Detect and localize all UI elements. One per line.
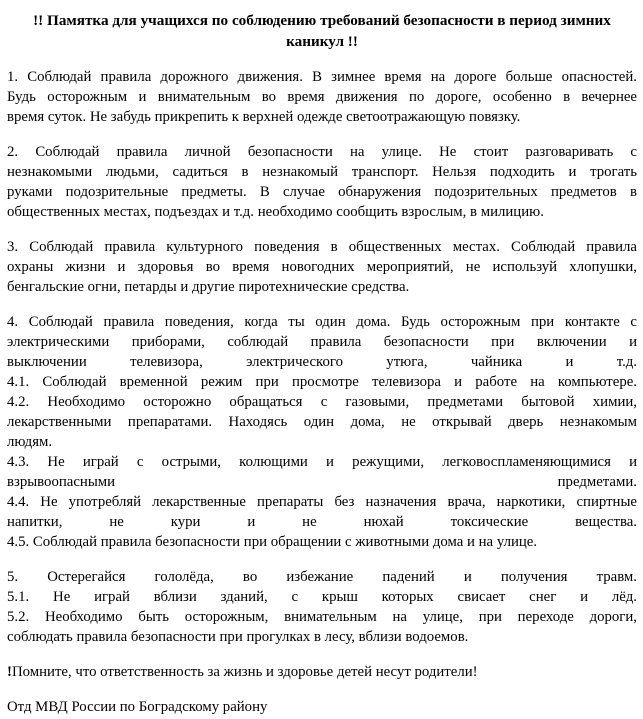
rule-1-paragraph xyxy=(7,67,637,127)
text-line: 5. Остерегайся гололёда, во избежание падений и получения травм. xyxy=(7,569,637,585)
text-line: 2. Соблюдай правила личной безопасности на улице. Не стоит разговаривать с xyxy=(7,144,637,160)
reminder-exclamation: ! xyxy=(7,664,12,680)
parents-reminder xyxy=(7,662,637,682)
text-line: лекарственными препаратами. Находясь один дома, не открывай дверь незнакомым xyxy=(7,414,637,430)
text-line: выключении телевизора, электрического утюга, чайника и т.д. xyxy=(7,354,637,370)
rule-3-paragraph xyxy=(7,237,637,297)
text-line: охраны жизни и здоровья во время новогодних мероприятий, не используй хлопушки, xyxy=(7,259,637,275)
text-line: 3. Соблюдай правила культурного поведения в общественных местах. Соблюдай правила xyxy=(7,239,637,255)
text-line: 4.1. Соблюдай временной режим при просмотре телевизора и работе на компьютере. xyxy=(7,374,637,390)
text-line: общественных местах, подъездах и т.д. необходимо сообщить взрослым, в милицию. xyxy=(7,204,544,220)
text-line: !! Памятка для учащихся по соблюдению требований безопасности в период зимних xyxy=(33,12,611,29)
text-line: незнакомыми людьми, садиться в незнакомый транспорт. Нельзя подходить и трогать xyxy=(7,164,637,180)
text-line: руками подозрительные предметы. В случае обнаружения подозрительных предметов в xyxy=(7,184,637,200)
rule-2-paragraph xyxy=(7,142,637,222)
rule-5-paragraph xyxy=(7,567,637,647)
reminder-text: Помните, что ответственность за жизнь и здоровье детей несут родители! xyxy=(11,664,478,680)
text-line: электрическими приборами, соблюдай правила безопасности при включении и xyxy=(7,334,637,350)
text-line: 4.2. Необходимо осторожно обращаться с газовыми, предметами бытовой химии, xyxy=(7,394,637,410)
text-line: взрывоопасными предметами. xyxy=(7,474,637,490)
text-line: бенгальские огни, петарды и другие пиротехнические средства. xyxy=(7,279,410,295)
text-line: 4. Соблюдай правила поведения, когда ты один дома. Будь осторожным при контакте с xyxy=(7,314,637,330)
text-line: 1. Соблюдай правила дорожного движения. В зимнее время на дороге больше опасностей. xyxy=(7,69,637,85)
text-line: 5.1. Не играй вблизи зданий, с крыш которых свисает снег и лёд. xyxy=(7,589,637,605)
memo-title xyxy=(7,10,637,52)
text-line: каникул !! xyxy=(286,33,358,50)
text-line: 4.5. Соблюдай правила безопасности при обращении с животными дома и на улице. xyxy=(7,534,538,550)
text-line: 4.4. Не употребляй лекарственные препараты без назначения врача, наркотики, спиртные xyxy=(7,494,637,510)
text-line: людям. xyxy=(7,434,53,450)
text-line: 5.2. Необходимо быть осторожным, внимательным на улице, при переходе дороги, xyxy=(7,609,637,625)
text-line: 4.3. Не играй с острыми, колющими и режущими, легковоспламеняющимися и xyxy=(7,454,637,470)
text-line: напитки, не кури и не нюхай токсические вещества. xyxy=(7,514,637,530)
text-line: соблюдать правила безопасности при прогулках в лесу, вблизи водоемов. xyxy=(7,629,469,645)
rule-4-paragraph xyxy=(7,312,637,552)
issuing-authority: Отд МВД России по Боградскому району xyxy=(7,699,268,715)
text-line: Будь осторожным и внимательным во время движения по дороге, особенно в вечернее xyxy=(7,89,637,105)
text-line: время суток. Не забудь прикрепить к верхней одежде светоотражающую повязку. xyxy=(7,109,521,125)
